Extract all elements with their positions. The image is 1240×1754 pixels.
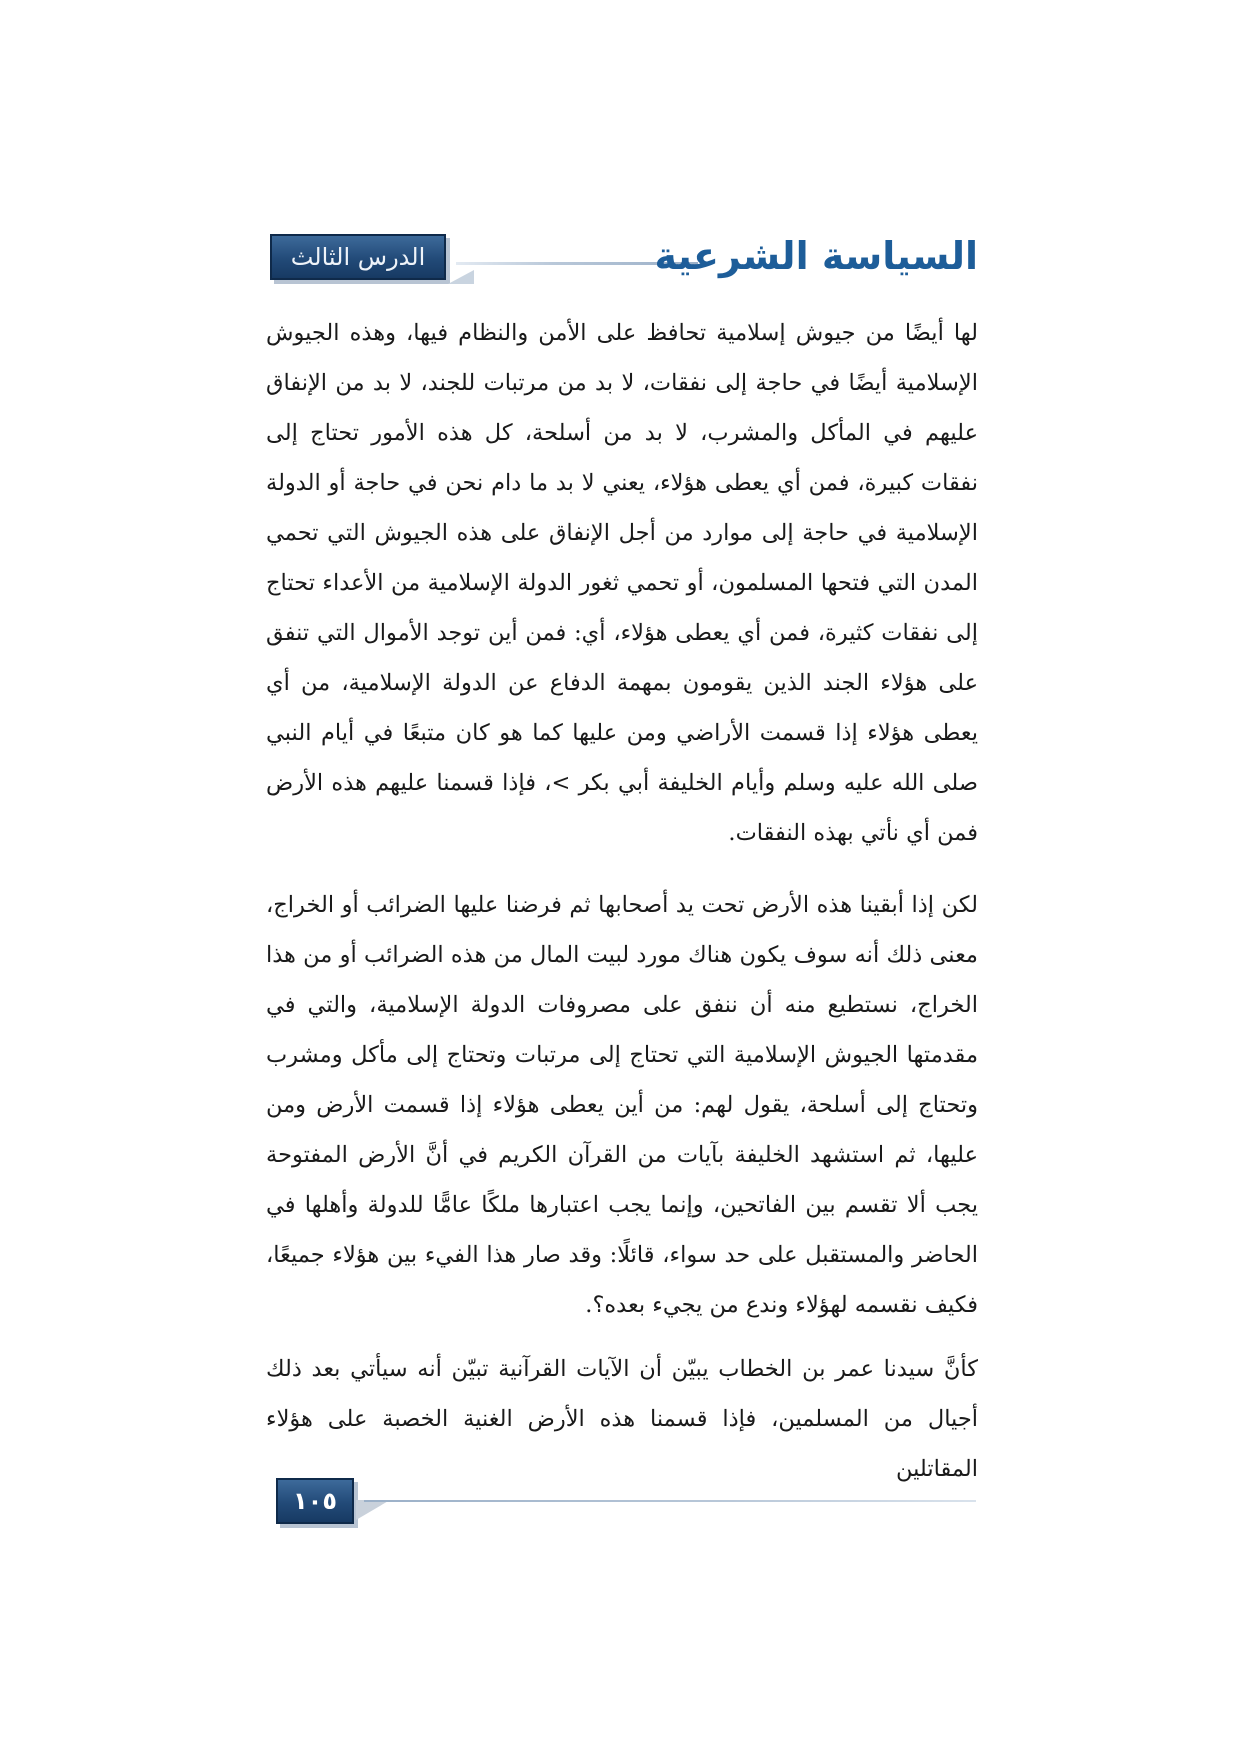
page-footer (276, 1478, 976, 1528)
page-header (270, 228, 978, 288)
page-body (266, 308, 978, 1508)
book-title: السياسة الشرعية (654, 234, 978, 278)
footer-rule-wedge (356, 1500, 390, 1520)
lesson-label: الدرس الثالث (290, 243, 426, 271)
header-rule-wedge (448, 256, 474, 284)
lesson-badge (270, 234, 446, 280)
footer-divider (364, 1500, 976, 1502)
paragraph-2: لكن إذا أبقينا هذه الأرض تحت يد أصحابها ثم فرضنا عليها الضرائب أو الخراج، معنى ذلك أنه سوف يكون هناك مورد لبيت المال من هذه الضرائب أو من هذا الخراج، نستطيع منه أن ننفق على مصروفات الدولة الإسلامية، والتي في مقدمتها الجيوش الإسلامية التي تحتاج إلى مرتبات وتحتاج إلى مأكل ومشرب وتحتاج إلى أسلحة، يقول لهم: من أين يعطى هؤلاء إذا قسمت الأرض ومن عليها، ثم استشهد الخليفة بآيات من القرآن الكريم في أنَّ الأرض المفتوحة يجب ألا تقسم بين الفاتحين، وإنما يجب اعتبارها ملكًا عامًّا للدولة وأهلها في الحاضر والمستقبل على حد سواء، قائلًا: وقد صار هذا الفيء بين هؤلاء جميعًا، فكيف نقسمه لهؤلاء وندع من يجيء بعده؟. (266, 892, 978, 1318)
page-number: ١٠٥ (293, 1487, 337, 1515)
paragraph-1: لها أيضًا من جيوش إسلامية تحافظ على الأمن والنظام فيها، وهذه الجيوش الإسلامية أيضًا في حاجة إلى نفقات، لا بد من مرتبات للجند، لا بد من الإنفاق عليهم في المأكل والمشرب، لا بد من أسلحة، كل هذه الأمور تحتاج إلى نفقات كبيرة، فمن أي يعطى هؤلاء، يعني لا بد ما دام نحن في حاجة أو الدولة الإسلامية في حاجة إلى موارد من أجل الإنفاق على هذه الجيوش التي تحمي المدن التي فتحها المسلمون، أو تحمي ثغور الدولة الإسلامية من الأعداء تحتاج إلى نفقات كثيرة، فمن أي يعطى هؤلاء، أي: فمن أين توجد الأموال التي تنفق على هؤلاء الجند الذين يقومون بمهمة الدفاع عن الدولة الإسلامية، من أي يعطى هؤلاء إذا قسمت الأراضي ومن عليها كما هو كان متبعًا في أيام النبي صلى الله عليه وسلم وأيام الخليفة أبي بكر >، فإذا قسمنا عليهم هذه الأرض فمن أي نأتي بهذه النفقات. (266, 320, 978, 846)
page-number-badge (276, 1478, 354, 1524)
paragraph-3: كأنَّ سيدنا عمر بن الخطاب يبيّن أن الآيات القرآنية تبيّن أنه سيأتي بعد ذلك أجيال من المسلمين، فإذا قسمنا هذه الأرض الغنية الخصبة على هؤلاء المقاتلين (266, 1356, 978, 1482)
